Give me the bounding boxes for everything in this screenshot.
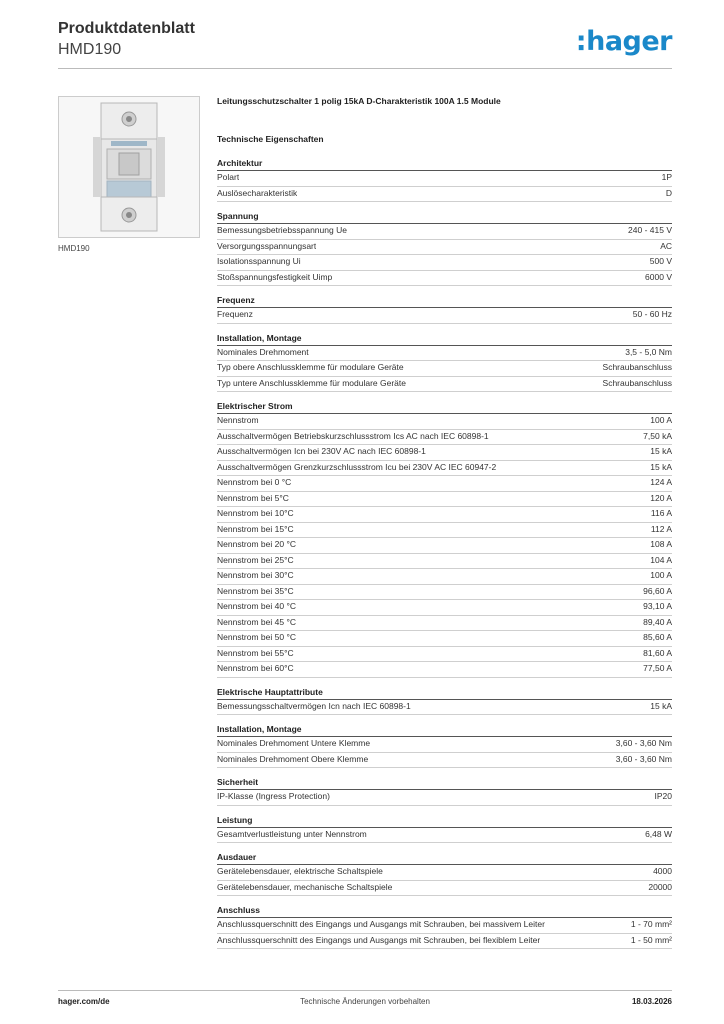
spec-label: IP-Klasse (Ingress Protection): [217, 791, 330, 801]
spec-row: [217, 631, 672, 647]
spec-row: [217, 240, 672, 256]
spec-value: Schraubanschluss: [602, 377, 672, 388]
spec-section: [217, 724, 672, 768]
hager-logo: :hager: [575, 26, 672, 57]
spec-label: Nennstrom bei 5°C: [217, 492, 289, 503]
section-title: Anschluss: [217, 905, 672, 918]
spec-value: 93,10 A: [643, 601, 672, 611]
spec-section: [217, 815, 672, 844]
spec-row: [217, 361, 672, 377]
spec-label: Bemessungsbetriebsspannung Ue: [217, 225, 347, 235]
spec-row: [217, 461, 672, 477]
spec-section: [217, 333, 672, 393]
spec-row: [217, 255, 672, 271]
spec-value: 15 kA: [650, 461, 672, 472]
section-title: Elektrischer Strom: [217, 401, 672, 414]
spec-value: 104 A: [650, 554, 672, 565]
spec-label: Nennstrom bei 25°C: [217, 554, 294, 565]
footer-divider: [58, 990, 672, 991]
spec-row: [217, 600, 672, 616]
spec-value: 240 - 415 V: [628, 225, 672, 235]
spec-value: 1 - 70 mm²: [630, 919, 672, 929]
spec-label: Nominales Drehmoment: [217, 346, 309, 357]
product-code: HMD190: [58, 41, 122, 58]
header-divider: [58, 68, 672, 69]
spec-value: 81,60 A: [643, 647, 672, 658]
spec-label: Versorgungsspannungsart: [217, 240, 317, 251]
spec-label: Nennstrom bei 40 °C: [217, 601, 296, 611]
spec-row: [217, 934, 672, 950]
spec-value: Schraubanschluss: [602, 362, 672, 372]
spec-section: [217, 295, 672, 324]
spec-value: 3,60 - 3,60 Nm: [615, 738, 672, 748]
spec-sections: [217, 158, 672, 949]
footer-disclaimer: Technische Änderungen vorbehalten: [300, 997, 430, 1006]
spec-row: [217, 700, 672, 716]
spec-label: Gerätelebensdauer, mechanische Schaltspiele: [217, 881, 393, 892]
spec-row: [217, 171, 672, 187]
spec-section: [217, 401, 672, 678]
spec-row: [217, 271, 672, 287]
spec-row: [217, 881, 672, 897]
spec-section: [217, 211, 672, 286]
circuit-breaker-illustration: [59, 97, 199, 237]
spec-row: [217, 308, 672, 324]
spec-row: [217, 790, 672, 806]
spec-value: 85,60 A: [643, 632, 672, 642]
spec-label: Typ untere Anschlussklemme für modulare Geräte: [217, 377, 406, 388]
spec-label: Nennstrom bei 35°C: [217, 585, 294, 596]
spec-value: 15 kA: [650, 700, 672, 711]
spec-label: Nennstrom bei 15°C: [217, 523, 294, 534]
spec-row: [217, 523, 672, 539]
spec-row: [217, 616, 672, 632]
spec-value: 3,60 - 3,60 Nm: [615, 753, 672, 764]
spec-value: 89,40 A: [643, 616, 672, 627]
section-title: Architektur: [217, 158, 672, 171]
spec-value: 6,48 W: [645, 828, 672, 839]
spec-row: [217, 569, 672, 585]
image-caption: HMD190: [58, 244, 90, 253]
spec-value: IP20: [654, 791, 672, 801]
product-image: [58, 96, 200, 238]
spec-row: [217, 647, 672, 663]
spec-row: [217, 476, 672, 492]
spec-section: [217, 852, 672, 896]
spec-label: Nennstrom bei 60°C: [217, 663, 294, 673]
specifications-panel: [217, 96, 672, 958]
spec-label: Polart: [217, 172, 240, 182]
document-title: Produktdatenblatt: [58, 20, 195, 37]
spec-label: Bemessungsschaltvermögen Icn nach IEC 60898-1: [217, 700, 411, 711]
spec-row: [217, 187, 672, 203]
spec-row: [217, 538, 672, 554]
spec-label: Nominales Drehmoment Obere Klemme: [217, 753, 369, 764]
spec-row: [217, 414, 672, 430]
spec-row: [217, 507, 672, 523]
spec-row: [217, 445, 672, 461]
section-title: Installation, Montage: [217, 333, 672, 346]
spec-label: Typ obere Anschlussklemme für modulare Geräte: [217, 362, 404, 372]
spec-label: Ausschaltvermögen Betriebskurzschlussstrom Ics AC nach IEC 60898-1: [217, 430, 489, 441]
section-title: Elektrische Hauptattribute: [217, 687, 672, 700]
spec-label: Nennstrom bei 20 °C: [217, 539, 296, 549]
spec-label: Anschlussquerschnitt des Eingangs und Ausgangs mit Schrauben, bei massivem Leiter: [217, 919, 545, 929]
spec-label: Ausschaltvermögen Grenzkurzschlussstrom Icu bei 230V AC IEC 60947-2: [217, 461, 497, 472]
spec-label: Stoßspannungsfestigkeit Uimp: [217, 271, 333, 282]
section-title: Sicherheit: [217, 777, 672, 790]
section-title: Spannung: [217, 211, 672, 224]
spec-label: Anschlussquerschnitt des Eingangs und Ausgangs mit Schrauben, bei flexiblem Leiter: [217, 934, 541, 945]
spec-value: 50 - 60 Hz: [632, 309, 672, 319]
spec-row: [217, 224, 672, 240]
spec-label: Gerätelebensdauer, elektrische Schaltspiele: [217, 866, 383, 876]
spec-label: Nennstrom bei 45 °C: [217, 616, 296, 627]
spec-label: Nominales Drehmoment Untere Klemme: [217, 738, 371, 748]
spec-value: 20000: [648, 881, 672, 892]
spec-label: Gesamtverlustleistung unter Nennstrom: [217, 828, 367, 839]
spec-value: 120 A: [650, 492, 672, 503]
spec-value: 15 kA: [650, 446, 672, 456]
section-title: Leistung: [217, 815, 672, 828]
spec-row: [217, 828, 672, 844]
spec-label: Nennstrom bei 50 °C: [217, 632, 296, 642]
document-header: [58, 18, 195, 60]
spec-label: Nennstrom bei 55°C: [217, 647, 294, 658]
spec-row: [217, 918, 672, 934]
spec-label: Nennstrom: [217, 415, 259, 425]
spec-value: 100 A: [650, 570, 672, 580]
spec-label: Auslösecharakteristik: [217, 187, 298, 198]
spec-row: [217, 377, 672, 393]
spec-section: [217, 687, 672, 716]
spec-value: 500 V: [649, 256, 672, 266]
spec-row: [217, 737, 672, 753]
spec-value: 6000 V: [645, 271, 672, 282]
section-title: Frequenz: [217, 295, 672, 308]
spec-row: [217, 346, 672, 362]
spec-value: AC: [660, 240, 672, 251]
footer-website: hager.com/de: [58, 997, 110, 1006]
spec-value: D: [665, 187, 672, 198]
spec-section: [217, 158, 672, 202]
section-title: Installation, Montage: [217, 724, 672, 737]
technical-properties-heading: Technische Eigenschaften: [217, 134, 324, 144]
spec-row: [217, 662, 672, 678]
spec-row: [217, 492, 672, 508]
spec-value: 7,50 kA: [643, 430, 672, 441]
section-title: Ausdauer: [217, 852, 672, 865]
spec-row: [217, 554, 672, 570]
spec-label: Nennstrom bei 10°C: [217, 508, 294, 518]
spec-value: 3,5 - 5,0 Nm: [625, 346, 672, 357]
spec-value: 124 A: [650, 477, 672, 487]
spec-section: [217, 905, 672, 949]
spec-value: 108 A: [650, 539, 672, 549]
spec-value: 100 A: [650, 415, 672, 425]
spec-value: 4000: [653, 866, 672, 876]
spec-row: [217, 753, 672, 769]
spec-value: 1P: [661, 172, 672, 182]
page-footer: [58, 997, 672, 1009]
spec-row: [217, 430, 672, 446]
spec-row: [217, 865, 672, 881]
footer-date: 18.03.2026: [631, 997, 672, 1006]
spec-value: 77,50 A: [643, 663, 672, 673]
spec-label: Frequenz: [217, 309, 253, 319]
spec-label: Isolationsspannung Ui: [217, 256, 301, 266]
spec-value: 96,60 A: [643, 585, 672, 596]
spec-label: Ausschaltvermögen Icn bei 230V AC nach IEC 60898-1: [217, 446, 426, 456]
spec-label: Nennstrom bei 0 °C: [217, 477, 292, 487]
spec-value: 112 A: [650, 523, 672, 534]
spec-label: Nennstrom bei 30°C: [217, 570, 294, 580]
spec-value: 116 A: [650, 508, 672, 518]
spec-section: [217, 777, 672, 806]
product-description: Leitungsschutzschalter 1 polig 15kA D-Charakteristik 100A 1.5 Module: [217, 96, 501, 106]
spec-row: [217, 585, 672, 601]
spec-value: 1 - 50 mm²: [630, 934, 672, 945]
